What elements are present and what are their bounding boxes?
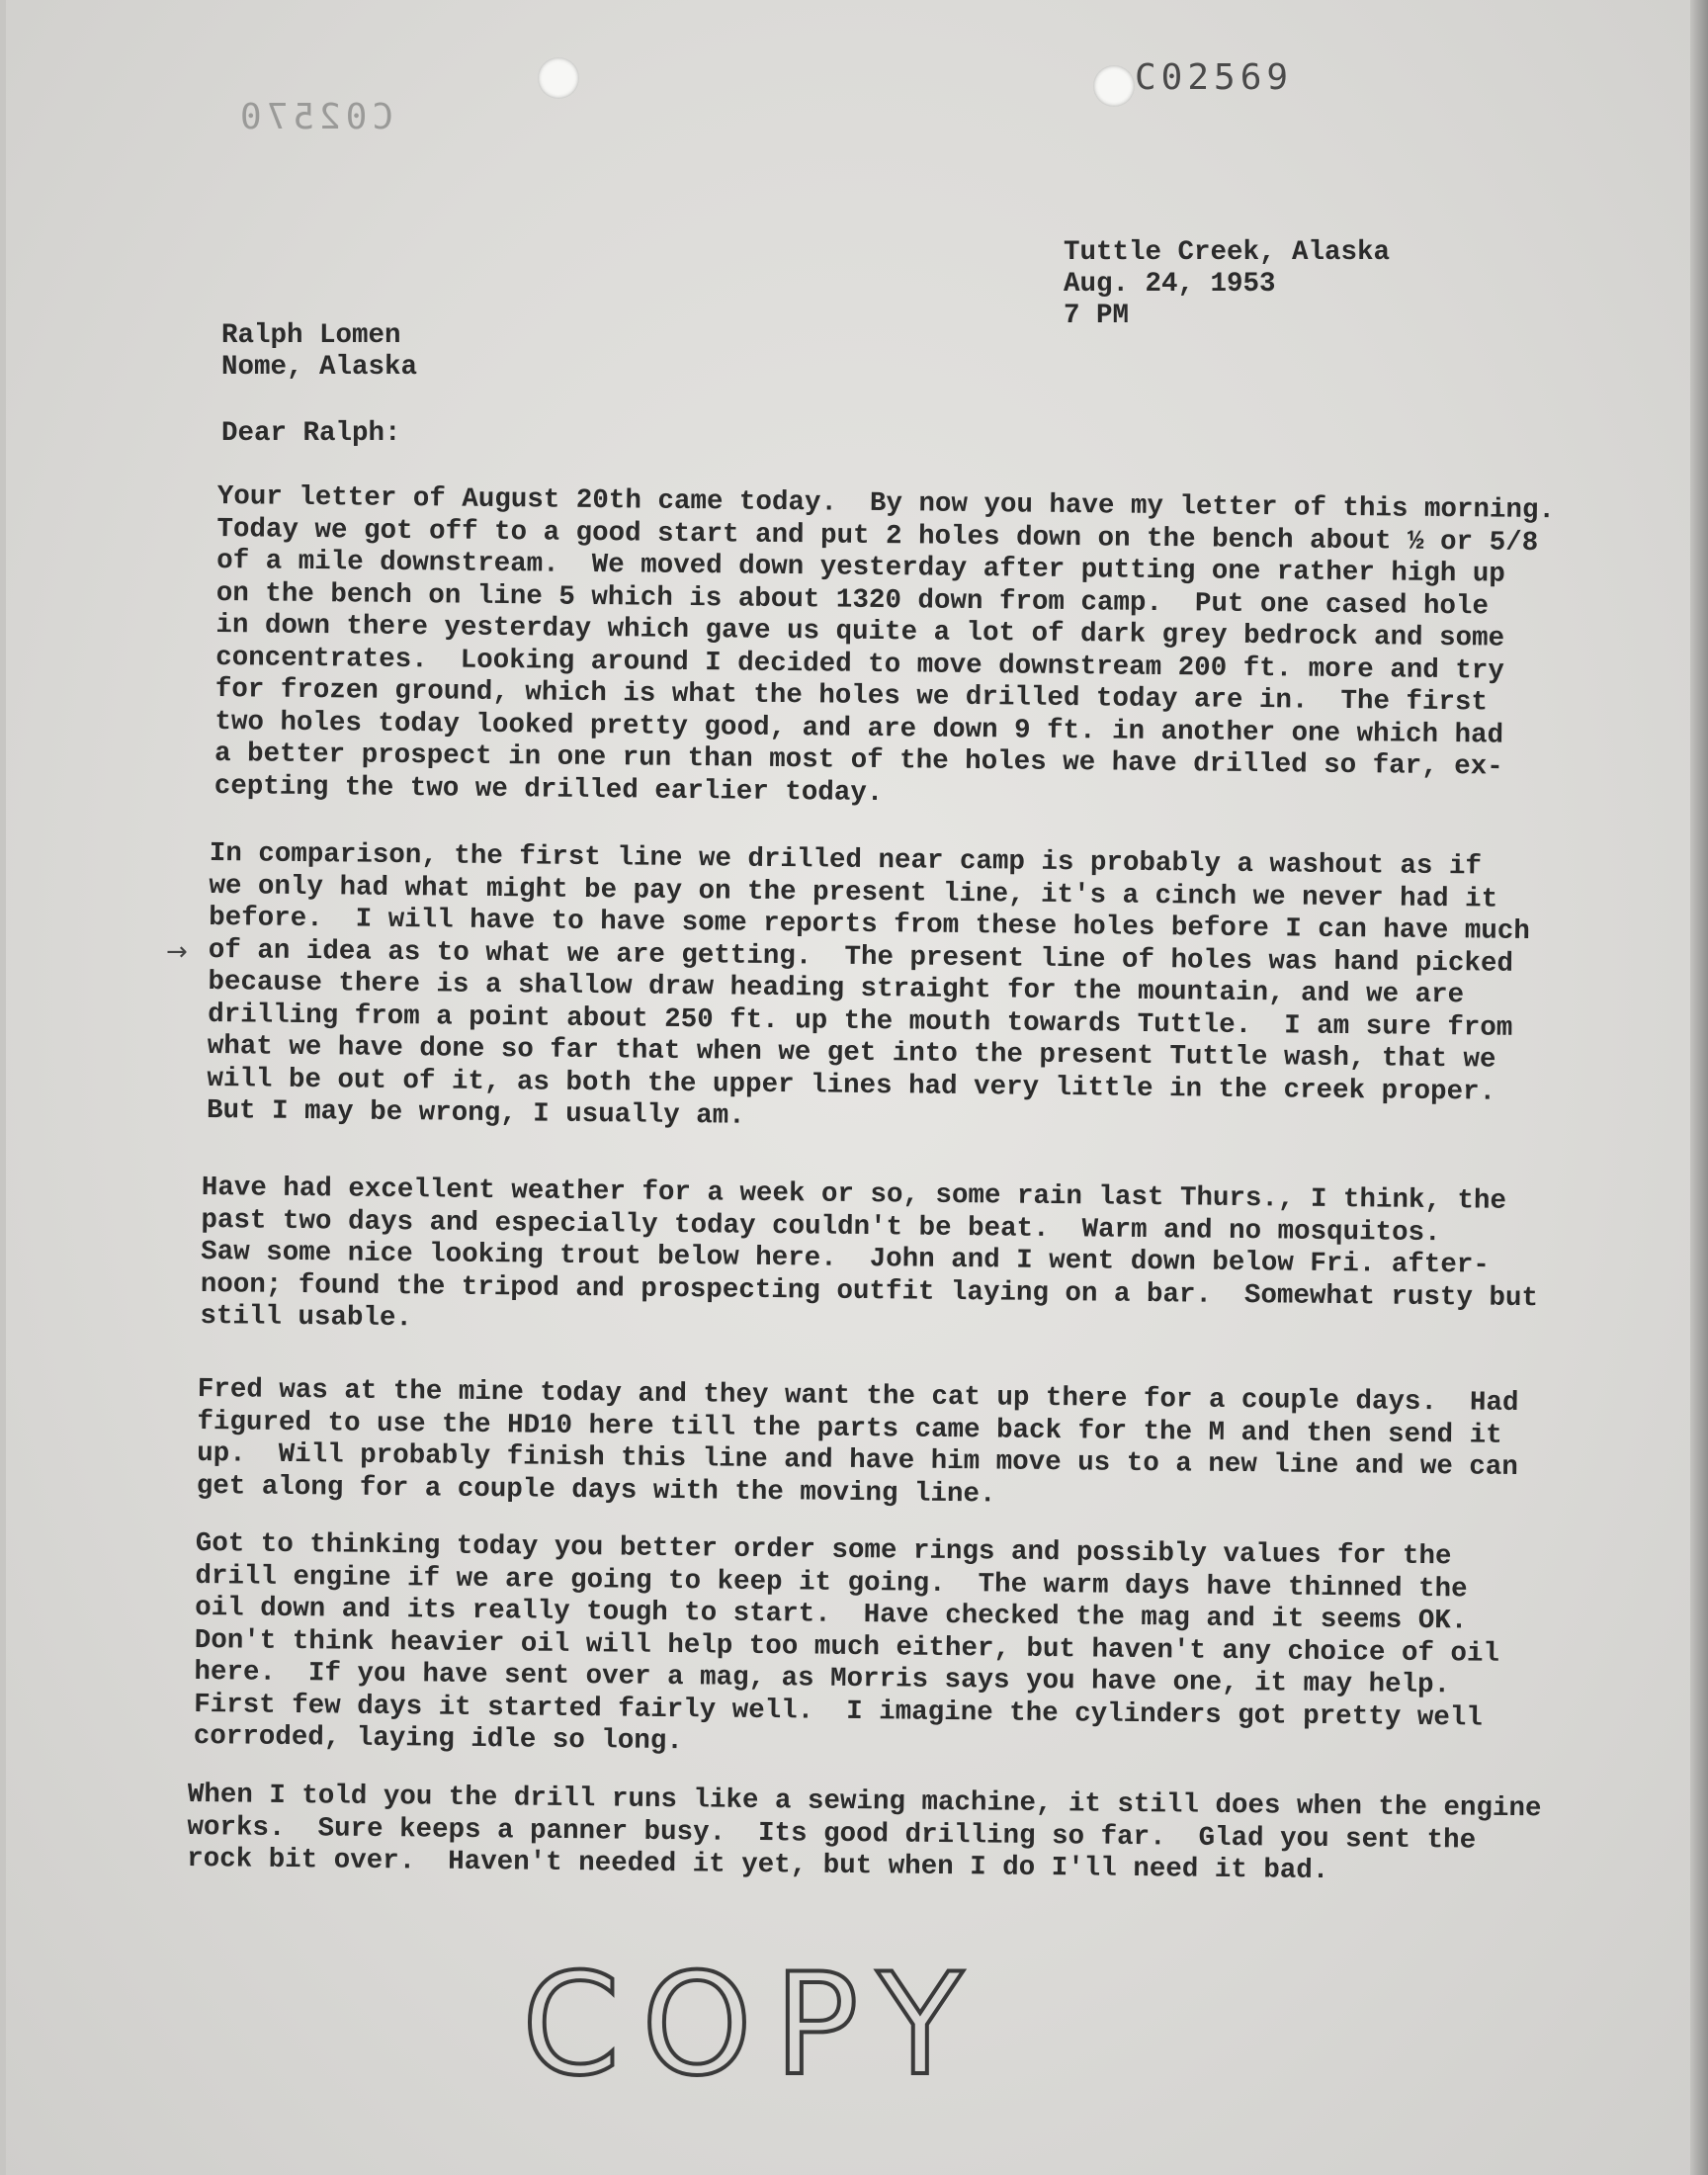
salutation: Dear Ralph: [221, 418, 401, 449]
body-paragraph-6: When I told you the drill runs like a sewing machine, it still does when the engine works. Sure keeps a panner busy. Its good drilling so far. Glad you sent the rock bit over. Haven't needed it yet, but when I do I'll need it bad. [186, 1780, 1542, 1887]
dateline-date: Aug. 24, 1953 [1064, 269, 1276, 300]
page-left-edge [0, 0, 6, 2175]
recipient-city: Nome, Alaska [221, 352, 418, 383]
mirrored-document-number: C02570 [235, 97, 394, 137]
body-paragraph-5: Got to thinking today you better order some rings and possibly values for the drill engine if we are going to keep it going. The warm days have thinned the oil down and its really tough to start. Have checked the mag and it seems OK. Don't think heavier oil will help too much either, but haven't any choice of oil here. If you have sent over a mag, as Morris says you have one, it may help. First few days it started fairly well. I imagine the cylinders got pretty well corroded, laying idle so long. [193, 1528, 1500, 1758]
copy-stamp: COPY [522, 1944, 985, 2107]
document-number-stamp: C02569 [1135, 57, 1294, 98]
body-paragraph-1: Your letter of August 20th came today. By now you have my letter of this morning. Today we got off to a good start and put 2 holes down on the bench about ½ or 5/8 of a mile downstream. We moved down yesterday after putting one rather high up on the bench on line 5 which is about 1320 down from camp. Put one cased hole in down there yesterday which gave us quite a lot of dark grey bedrock and some concentrates. Looking around I decided to move downstream 200 ft. more and try for frozen ground, which is what the holes we drilled today are in. The first two holes today looked pretty good, and are down 9 ft. in another one which had a better prospect in one run than most of the holes we have drilled so far, ex- cepting the two we drilled earlier today. [214, 481, 1556, 809]
recipient-address-block [221, 320, 417, 384]
body-paragraph-2: In comparison, the first line we drilled near camp is probably a washout as if we only had what might be pay on the present line, it's a cinch we never had it before. I will have to have some reports from these holes before I can have much of an idea as to what we are getting. The present line of holes was hand picked because there is a shallow draw heading straight for the mountain, and we are drilling from a point about 250 ft. up the mouth towards Tuttle. I am sure from what we have done so far that when we get into the present Tuttle wash, that we will be out of it, as both the upper lines had very little in the creek proper. But I may be wrong, I usually am. [206, 838, 1530, 1132]
punch-hole-left [538, 57, 579, 99]
body-paragraph-3: Have had excellent weather for a week or so, some rain last Thurs., I think, the past two days and especially today couldn't be beat. Warm and no mosquitos. Saw some nice looking trout below here. John and I went down below Fri. after- noon; found the tripod and prospecting outfit laying on a bar. Somewhat rusty but still usable. [200, 1173, 1539, 1335]
body-paragraph-4: Fred was at the mine today and they want the cat up there for a couple days. Had figured to use the HD10 here till the parts came back for the M and then send it up. Will probably finish this line and have him move us to a new line and we can get along for a couple days with the moving line. [196, 1374, 1519, 1510]
dateline-place: Tuttle Creek, Alaska [1064, 237, 1391, 268]
dateline-block [1064, 237, 1390, 332]
dateline-time: 7 PM [1064, 301, 1130, 331]
margin-arrow-mark: → [166, 937, 188, 967]
recipient-name: Ralph Lomen [221, 320, 401, 351]
punch-hole-right [1093, 65, 1135, 107]
page-right-edge [1690, 0, 1708, 2175]
